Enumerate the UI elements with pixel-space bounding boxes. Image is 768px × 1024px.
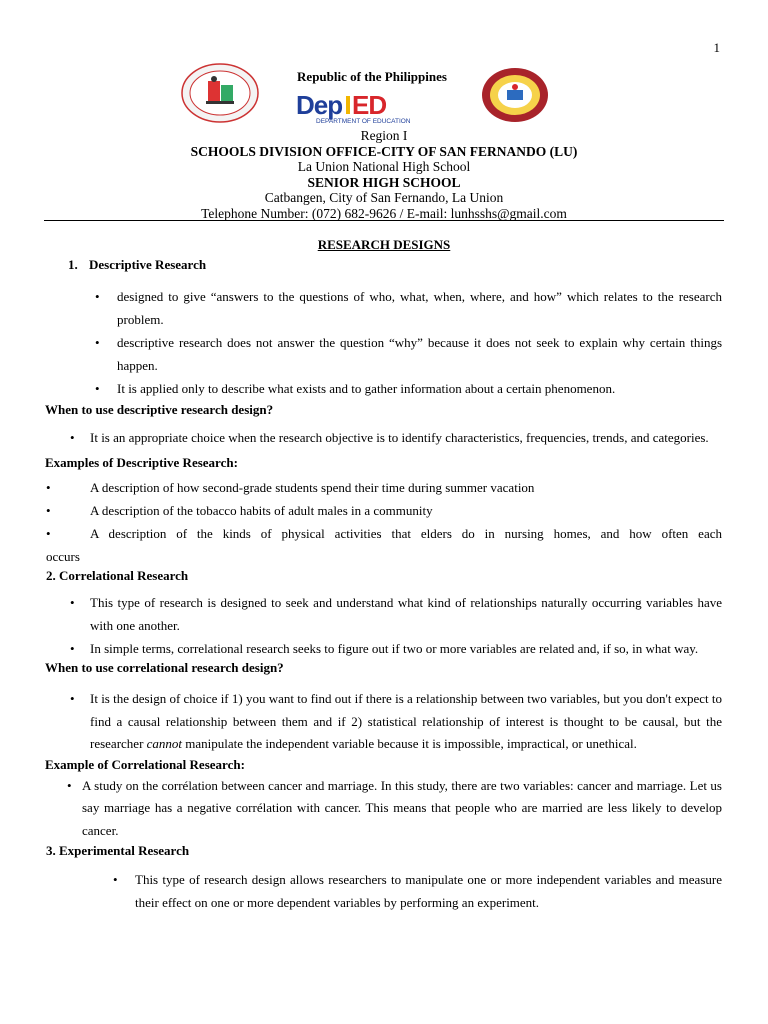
list-item: • A description of the kinds of physical activities that elders do in nursing homes, and how often each	[90, 522, 722, 545]
region: Region I	[360, 128, 408, 143]
bullet-icon: •	[46, 526, 51, 541]
list-item: • It is applied only to describe what exists and to gather information about a certain phenomenon.	[117, 377, 722, 400]
svg-text:ED: ED	[352, 91, 387, 120]
experimental-heading: 3. Experimental Research	[46, 843, 190, 858]
descriptive-when-heading: When to use descriptive research design?	[45, 402, 274, 417]
descriptive-heading-number: 1.	[68, 257, 78, 272]
bullet-icon: •	[95, 335, 100, 350]
correlational-example-heading: Example of Correlational Research:	[45, 756, 245, 772]
correlational-heading: 2. Correlational Research	[46, 568, 189, 583]
descriptive-examples-heading: Examples of Descriptive Research:	[45, 455, 238, 470]
list-item: • A study on the corrélation between cancer and marriage. In this study, there are two variables: cancer and marriage. Let us say marriage has a negative corrélation with cancer. This means that people who are married are less likely to develop cancer.	[82, 775, 722, 843]
bullet-icon: •	[95, 381, 100, 396]
bullet-icon: •	[70, 641, 75, 656]
list-item: • This type of research is designed to seek and understand what kind of relationships naturally occurring variables have with one another.	[90, 591, 722, 637]
shs-label: SENIOR HIGH SCHOOL	[307, 174, 461, 190]
city-schools-division-seal	[180, 63, 260, 123]
bullet-icon: •	[67, 777, 72, 793]
bullet-icon: •	[95, 289, 100, 304]
list-item: • descriptive research does not answer the question “why” because it does not seek to explain why certain things happen.	[117, 331, 722, 377]
document-title: RESEARCH DESIGNS	[317, 237, 451, 252]
letterhead	[0, 128, 768, 221]
bullet-icon: •	[70, 595, 75, 610]
republic-title: Republic of the Philippines	[297, 69, 447, 84]
list-item: • This type of research design allows researchers to manipulate one or more independent variables and measure their effect on one or more dependent variables by performing an experiment.	[135, 868, 722, 914]
descriptive-heading	[68, 257, 768, 273]
list-item: • It is the design of choice if 1) you want to find out if there is a relationship between two variables, but you don't expect to find a causal relationship between them and if 2) statistical relationship of interest is thought to be causal, but the researcher cannot manipulate the independent variable because it is impossible, impractical, or unethical.	[90, 688, 722, 756]
examples-tail: occurs	[46, 549, 80, 564]
school-name: La Union National High School	[297, 159, 471, 174]
list-item: • In simple terms, correlational research seeks to figure out if two or more variables are related and, if so, in what way.	[90, 637, 722, 660]
emphasis-cannot: cannot	[146, 736, 183, 751]
list-item: • A description of the tobacco habits of adult males in a community	[90, 499, 722, 522]
header-rule	[44, 220, 724, 221]
bullet-icon: •	[46, 480, 51, 495]
svg-text:DEPARTMENT OF EDUCATION: DEPARTMENT OF EDUCATION	[316, 118, 411, 125]
list-item: • A description of how second-grade students spend their time during summer vacation	[90, 476, 722, 499]
bullet-icon: •	[46, 503, 51, 518]
correlational-when-heading: When to use correlational research design?	[45, 660, 284, 675]
deped-logo	[294, 91, 424, 125]
list-item: • It is an appropriate choice when the research objective is to identify characteristics, frequencies, trends, and categories.	[70, 430, 709, 445]
svg-text:Dep: Dep	[296, 91, 343, 120]
document-body	[0, 237, 768, 914]
address: Catbangen, City of San Fernando, La Union	[264, 190, 504, 205]
lunhs-seal	[480, 66, 550, 124]
descriptive-heading-text: Descriptive Research	[89, 257, 207, 272]
division-office: SCHOOLS DIVISION OFFICE-CITY OF SAN FERNANDO (LU)	[190, 143, 578, 159]
contact-line: Telephone Number: (072) 682-9626 / E-mail: lunhsshs@gmail.com	[201, 205, 567, 221]
bullet-icon: •	[70, 691, 75, 706]
list-item: • designed to give “answers to the questions of who, what, when, where, and how” which relates to the research problem.	[117, 285, 722, 331]
page-number: 1	[713, 40, 720, 55]
bullet-icon: •	[70, 430, 75, 445]
bullet-icon: •	[113, 872, 118, 887]
